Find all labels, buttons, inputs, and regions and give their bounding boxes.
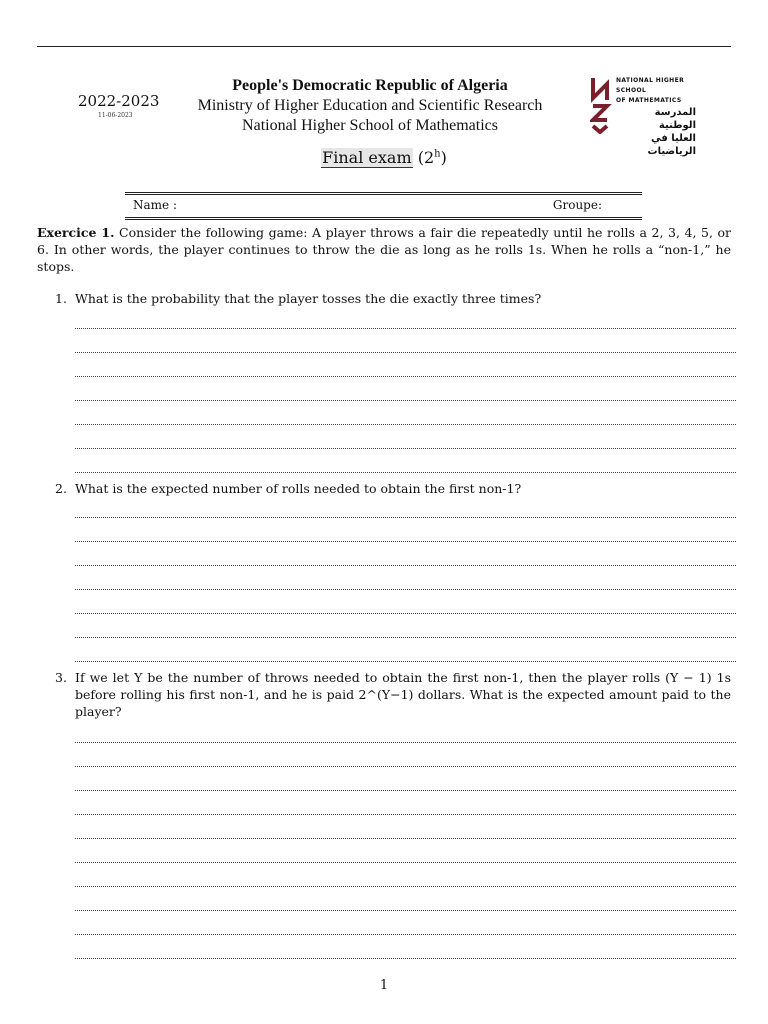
- answer-line[interactable]: [75, 719, 736, 743]
- top-rule: [37, 46, 731, 47]
- academic-year: 2022-2023: [78, 92, 160, 110]
- exercise-text: Consider the following game: A player throws a fair die repeatedly until he rolls a 2, 3, 4, 5, or 6. In other words, the player continues to throw the die as long as he rolls 1s. When he rolls a “non-1,” he stops.: [37, 225, 731, 274]
- answer-line[interactable]: [75, 566, 736, 590]
- page-number: 1: [379, 978, 389, 993]
- answer-line[interactable]: [75, 935, 736, 959]
- question-number: 1.: [55, 291, 67, 306]
- student-info-box: [125, 192, 642, 220]
- exam-date: 11-06-2023: [98, 112, 133, 119]
- exam-title: [0, 148, 768, 167]
- answer-line[interactable]: [75, 863, 736, 887]
- answer-line[interactable]: [75, 767, 736, 791]
- question-text: What is the probability that the player tosses the die exactly three times?: [75, 291, 542, 306]
- logo-line-2: OF MATHEMATICS: [616, 97, 682, 104]
- answer-line[interactable]: [75, 638, 736, 662]
- answer-line[interactable]: [75, 791, 736, 815]
- answer-line[interactable]: [75, 377, 736, 401]
- school-logo: [590, 74, 700, 157]
- answer-lines-2[interactable]: [75, 494, 736, 662]
- answer-lines-3[interactable]: [75, 719, 736, 959]
- question-number: 2.: [55, 481, 67, 496]
- answer-line[interactable]: [75, 887, 736, 911]
- institution-header: [160, 76, 580, 136]
- exercise-label: Exercice 1.: [37, 225, 115, 240]
- group-label: Groupe:: [552, 198, 602, 212]
- answer-line[interactable]: [75, 401, 736, 425]
- nhsm-logo-icon: [590, 76, 612, 134]
- answer-line[interactable]: [75, 329, 736, 353]
- exam-duration: (2$^h$): [417, 148, 447, 167]
- answer-line[interactable]: [75, 353, 736, 377]
- answer-line[interactable]: [75, 449, 736, 473]
- answer-line[interactable]: [75, 425, 736, 449]
- question-text: What is the expected number of rolls needed to obtain the first non-1?: [75, 481, 522, 496]
- question-3: [55, 669, 731, 720]
- logo-line-1: NATIONAL HIGHER SCHOOL: [616, 77, 685, 94]
- answer-line[interactable]: [75, 815, 736, 839]
- answer-line[interactable]: [75, 494, 736, 518]
- country-name: People's Democratic Republic of Algeria: [232, 77, 508, 94]
- answer-line[interactable]: [75, 590, 736, 614]
- logo-arabic-1: المدرسة الوطنية: [654, 107, 696, 131]
- answer-line[interactable]: [75, 305, 736, 329]
- logo-text: [616, 76, 700, 158]
- exercise-intro: [37, 224, 731, 275]
- answer-lines-1[interactable]: [75, 305, 736, 473]
- logo-arabic-2: العليا في الرياضيات: [647, 133, 696, 157]
- ministry-name: Ministry of Higher Education and Scientific Research: [197, 97, 543, 114]
- answer-line[interactable]: [75, 518, 736, 542]
- question-number: 3.: [55, 670, 67, 685]
- answer-line[interactable]: [75, 911, 736, 935]
- answer-line[interactable]: [75, 542, 736, 566]
- question-text: If we let Y be the number of throws needed to obtain the first non-1, then the player rolls (Y − 1) 1s before rolling his first non-1, and he is paid 2^(Y−1) dollars. What is the expected amount paid to the player?: [75, 670, 731, 719]
- exam-title-text: Final exam: [322, 148, 412, 167]
- name-label: Name :: [133, 198, 177, 212]
- answer-line[interactable]: [75, 614, 736, 638]
- answer-line[interactable]: [75, 839, 736, 863]
- answer-line[interactable]: [75, 743, 736, 767]
- school-name: National Higher School of Mathematics: [242, 117, 498, 134]
